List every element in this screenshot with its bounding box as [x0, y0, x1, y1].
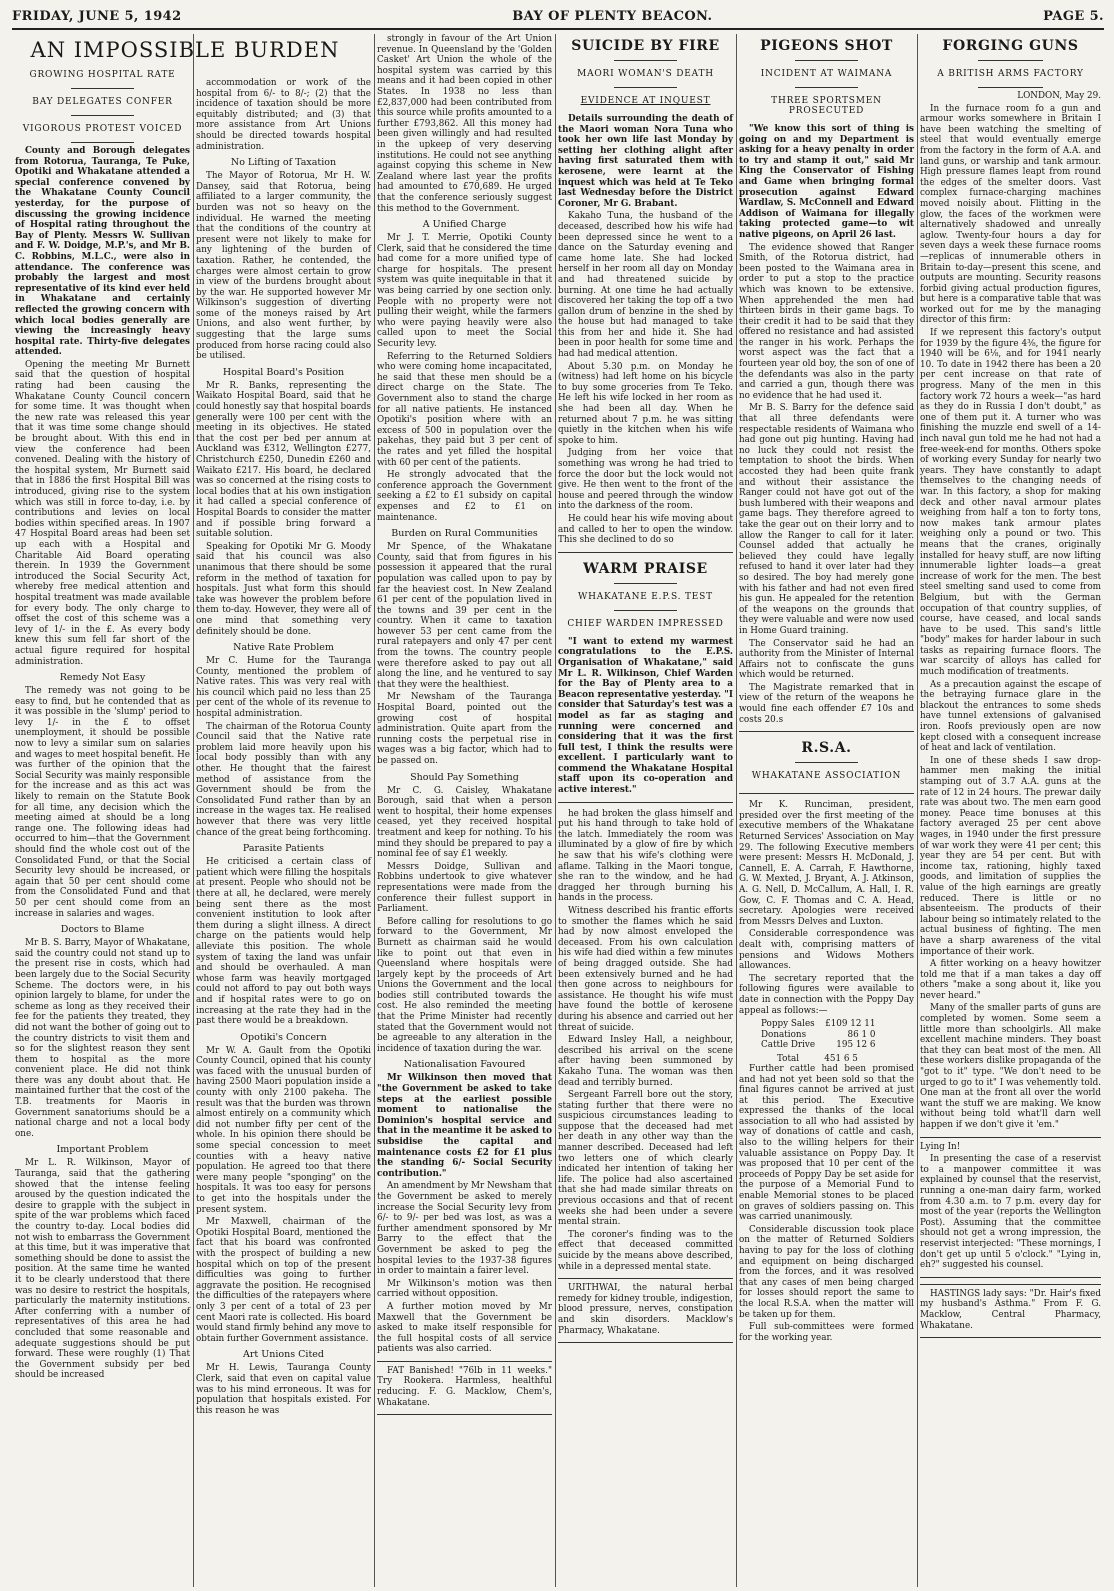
paragraph: Mr W. A. Gault from the Opotiki County Council, opined that his county was faced with the unusual burden of having 2500 Maori population inside a county with only 2100 pakeha. The result was that the burden was thrown almost entirely on a community which did not number fifty per cent of the whole. In his opinion there should be some special concession to meet counties with a heavy native population. He agreed too that there were many people "sponging" on the hospitals. It was too easy for persons to get into the hospitals under the present system.	[196, 1045, 371, 1215]
paragraph: Mr Maxwell, chairman of the Opotiki Hospital Board, mentioned the fact that his board was confronted with the prospect of building a new hospital which on top of the present difficulties was going to further aggravate the position. He recognised the difficulties of the ratepayers where only 3 per cent of a total of 23 per cent Maori rate is collected. His board would stand firmly behind any move to obtain further Government assistance.	[196, 1217, 371, 1344]
paragraph: He criticised a certain class of patient which were filling the hospitals at present. People who should not be there at all, he declared, were merely being sent there as the most convenient institution to look after them during a slight illness. A direct charge on the patients would help alleviate this position. The whole system of taxing the land was unfair and should be overhauled. A man whose farm was heavily mortgaged could not afford to pay out both ways and if hospital rates were to go on increasing at the rate they had in the past there would be a breakdown.	[196, 857, 371, 1027]
table-row	[761, 1040, 880, 1051]
paragraph: Witness described his frantic efforts to smother the flames which he said had by now almost enveloped the deceased. From his own calculation his wife had died within a few minutes of being dragged outside. She had been extensively burned and he had then gone across to neighbours for assistance. He thought his wife must have found the bottle of kerosene during his absence and carried out her threat of suicide.	[558, 906, 733, 1033]
paragraph: A fitter working on a heavy howitzer told me that if a man takes a day off others "make a song about it, like you never heard."	[920, 959, 1101, 1001]
subheading: Native Rate Problem	[233, 642, 334, 654]
paragraph: Edward Insley Hall, a neighbour, described his arrival on the scene after having been summoned by Kakaho Tuna. The woman was then dead and terribly burned.	[558, 1035, 733, 1088]
paragraph: In the furnace room fo a gun and armour works somewhere in Britain I have been watching the smelting of steel that would eventually emerge from the factory in the form of A.A. and land guns, or warship and tank armour. High pressure flames leapt from round the edges of the smelter doors. Vast complex furnace-charging machines moved noisily about. Flitting in the glow, the faces of the workmen were alternatively shadowed and unreally aglow. Twenty-four hours a day for seven days a week these furnace rooms—replicas of innumerable others in Britain to-day—present this scene, and outputs are mounting. Security reasons forbid giving actual production figures, but here is a comparative table that was worked out for me by the managing director of this firm:	[920, 103, 1101, 326]
paragraph: Judging from her voice that something was wrong he had tried to force the door but the lock would not give. He then went to the front of the house and peered through the window into the darkness of the room.	[558, 448, 733, 512]
divider	[614, 583, 677, 584]
lead-paragraph: County and Borough delegates from Rotorua, Tauranga, Te Puke, Opotiki and Whakatane attended a special conference convened by the Whakatane County Council yesterday, for the purpose of discussing the growing incidence of Hospital rating throughout the Bay of Plenty. Messrs W. Sullivan and F. W. Doidge, M.P.'s, and Mr B. C. Robbins, M.L.C., were also in attendance. The conference was probably the largest and most representative of its kind ever held in Whakatane and certainly reflected the growing concern with which local bodies generally are viewing the increasingly heavy hospital rate. Thirty-five delegates attended.	[15, 146, 190, 358]
ad-text: HASTINGS lady says: "Dr. Hair's fixed my husband's Asthma." From F. G. Macklow, Central Pharmacy, Whakatane.	[920, 1288, 1101, 1331]
paragraph: Mr B. S. Barry for the defence said that all three defendants were respectable residents of Waimana who had gone out pig hunting. Having had no luck they could not resist the temptation to shoot the birds. When accosted they had been quite frank and without their assistance the Ranger could not have got out of the bush lumbered with their weapons and game bags. They therefore agreed to take the gear out on their lorry and to allow the Ranger to call for it later. Counsel added that actually he believed they could have legally refused to hand it over later had they so desired. The boy had merely gone with his father and had not even fired his gun. He appealed for the retention of the weapons on the grounds that they were valuable and were now used in Home Guard training.	[739, 403, 914, 636]
deck: PROSECUTED	[788, 106, 865, 116]
paragraph: Mr Spence, of the Whakatane County, said that from figures in his possession it appeared that the rural population was called upon to pay by far the heaviest cost. In New Zealand 61 per cent of the population lived in the towns and 39 per cent in the country. When it came to taxation however 53 per cent came from the rural ratepayers and only 47 per cent from the towns. The country people were therefore asked to pay out all along the line, and he ventured to say that they were the healthiest.	[377, 542, 552, 690]
paragraph: As a precaution against the escape of the betraying furnace glare in the blackout the entrances to some sheds have tunnel extensions of galvanised iron. Roofs previously open are now kept closed with a consequent increase of heat and lack of ventilation.	[920, 679, 1101, 754]
masthead	[12, 6, 1104, 26]
paragraph: Mr C. Hume for the Tauranga County, mentioned the problem of Native rates. This was very real with his council which paid no less than 25 per cent of the whole of its revenue to hospital administration.	[196, 656, 371, 720]
paragraph: Mr Wilkinson then moved that "the Government be asked to take steps at the earliest possible moment to nationalise the Dominion's hospital service and that in the meantime it be asked to subsidise the capital and maintenance costs £2 for £1 plus the standing 6/- Social Security contribution."	[377, 1073, 552, 1179]
paragraph: The Conservator said he had an authority from the Minister of Internal Affairs not to confiscate the guns which would be returned.	[739, 638, 914, 681]
divider	[71, 115, 134, 116]
article-forging-guns	[917, 34, 1104, 1587]
table-row	[761, 1019, 880, 1030]
total-amount: 451 6 5	[824, 1053, 858, 1064]
divider	[614, 87, 677, 88]
divider	[71, 88, 134, 89]
paragraph: Speaking for Opotiki Mr G. Moody said that his council was also unanimous that there should be some reform in the method of taxation for hospitals. Just what form this should take was however the problem before them to-day. However, they were all of one mind that something very definitely should be done.	[196, 541, 371, 637]
subheading: Opotiki's Concern	[240, 1031, 327, 1043]
paragraph: The remedy was not going to be easy to find, but he contended that as it was possible in the 'slump' period to levy 1/- in the £ to offset unemployment, it should be possible now to levy a similar sum on salaries and wages to meet hospital benefit. He was further of the opinion that the Social Security was mainly responsible for the increase and as this act was likely to remain on the Statute Book for all time, any decision which the meeting aimed at should be a long range one. The following ideas had occurred to him—that the Government should find the whole cost out of the Consolidated Fund, or that the Social Security levy should be increased, or again that 50 per cent should come from the Consolidated Fund and that 50 per cent should come from an increase in salaries and wages.	[15, 686, 190, 919]
dateline: LONDON, May 29.	[1017, 91, 1101, 101]
article-suicide-by-fire	[555, 34, 736, 1587]
divider	[978, 87, 1043, 88]
divider	[978, 60, 1043, 61]
deck: A BRITISH ARMS FACTORY	[937, 69, 1084, 79]
paragraph: Considerable discussion took place on the matter of Returned Soldiers having to pay for the loss of clothing and equipment on being discharged from the forces, and it was resolved that any cases of men being charged for losses should report the same to the local R.S.A. when the matter will be taken up for them.	[739, 1224, 914, 1320]
deck: WHAKATANE E.P.S. TEST	[578, 591, 713, 602]
lead-paragraph: Details surrounding the death of the Maori woman Nora Tuna who took her own life last Monday by setting her clothing alight after having first saturated them with kerosene, were learnt at the inquest which was held at Te Teko last Wednesday before the District Coroner, Mr G. Brabant.	[558, 114, 733, 209]
paragraph: Mr R. Banks, representing the Waikato Hospital Board, said that he could honestly say that hospital boards generally were 100 per cent with the meeting in its objectives. He stated that the cost per bed per annum at Auckland was £312, Wellington £277, Christchurch £250, Dunedin £260 and Waikato £217. His board, he declared was so concerned at the rising costs to local bodies that at his own instigation it had called a special conference of Hospital Boards to consider the matter and if possible bring forward a suitable solution.	[196, 380, 371, 540]
deck: INCIDENT AT WAIMANA	[760, 69, 893, 79]
divider	[795, 60, 858, 61]
paragraph: accommodation or work of the hospital from 6/- to 8/-; (2) that the incidence of taxation should be more equitably distributed; and (3) that more assistance from Art Unions should be directed towards hospital administration.	[196, 78, 371, 152]
article-continuation-2	[374, 34, 555, 1587]
paragraph: Before calling for resolutions to go forward to the Government, Mr Burnett as chairman said he would like to point out that even in Queensland where hospitals were largely kept by the proceeds of Art Unions the Government and the local bodies still contributed towards the cost. He also reminded the meeting that the Prime Minister had recently stated that the Government would not be agreeable to any alteration in the incidence of taxation during the war.	[377, 916, 552, 1054]
headline: WARM PRAISE	[583, 560, 708, 577]
figures-total	[777, 1054, 914, 1064]
headline: FORGING GUNS	[942, 38, 1079, 54]
lead-paragraph: "We know this sort of thing is going on and my Department is asking for a heavy penalty in order to try and stamp it out," said Mr King the Conservator of Fishing and Game when bringing formal prosecution against Edward Wardlaw, S. McConnell and Edward Addison of Waimana for illegally taking protected game—to wit native pigeons, on April 26 last.	[739, 124, 914, 240]
article-pigeons-shot	[736, 34, 917, 1587]
paragraph: About 5.30 p.m. on Monday he (witness) had left home on his bicycle to buy some groceries from Te Teko. He left his wife locked in her room as she had been all day. When he returned about 7 p.m. he was sitting quietly in the kitchen when his wife spoke to him.	[558, 361, 733, 446]
paragraph: Full sub-committees were formed for the working year.	[739, 1322, 914, 1343]
paragraph: In one of these sheds I saw drop-hammer men making the initial stamping out of 3.7 A.A. guns at the rate of 12 in 24 hours. The prewar daily rate was about two. The men earn good money. Peace time bonuses at this factory averaged 25 per cent above wages, in 1940 under the first pressure of war work they were 41 per cent; this year they are 54 per cent. But with income tax, rationing, highly taxed goods, and limitation of supplies the value of the high earnings are greatly reduced. There is little or no absenteeism. The products of their labour being so intimately related to the actual business of fighting. The men have a sharp awareness of the vital importance of their work.	[920, 755, 1101, 957]
figure-amount: 195 12 6	[836, 1040, 876, 1051]
subheading: Hospital Board's Position	[222, 366, 345, 378]
masthead-rule	[12, 28, 1104, 30]
subheading: Lying In!	[920, 1141, 961, 1152]
paragraph: Sergeant Farrell bore out the story, stating further that there were no suspicious circumstances leading to suppose that the deceased had met her death in any other way than the manner described. Deceased had left two letters one of which clearly indicated her intention of taking her life. The police had also ascertained that she had made similar threats on previous occasions and that of recent weeks she had been under a severe mental strain.	[558, 1090, 733, 1228]
figure-amount: £109 12 11	[825, 1019, 876, 1030]
headline: SUICIDE BY FIRE	[571, 38, 720, 54]
ad-text: FAT Banished! "76lb in 11 weeks." Try Rookera. Harmless, healthful reducing. F. G. Macklow, Chem's, Whakatane.	[377, 1365, 552, 1408]
paragraph: Considerable correspondence was dealt with, comprising matters of pensions and Widows Mothers allowances.	[739, 929, 914, 972]
divider	[795, 762, 858, 763]
subheading: Important Problem	[56, 1144, 149, 1156]
subheading: Parasite Patients	[242, 843, 325, 855]
paragraph: In presenting the case of a reservist to a manpower committee it was explained by counsel that the reservist, running a one-man dairy farm, worked from 4.30 a.m. to 7 p.m. every day for most of the year (reports the Wellington Post). Assuming that the committee should not get a wrong impression, the reservist interjected: "These mornings, I don't get up until 5 o'clock." "Lying in, eh?" suggested his counsel.	[920, 1154, 1101, 1271]
paragraph: An amendment by Mr Newsham that the Government be asked to merely increase the Social Security levy from 6/- to 9/- per bed was lost, as was a further amendment sponsored by Mr Barry to the effect that the Government be asked to peg the hospital levies to the 1937-38 figures in order to maintain a fairer level.	[377, 1181, 552, 1277]
article-rsa	[739, 731, 914, 794]
article-continuation	[193, 78, 374, 1587]
divider	[795, 87, 858, 88]
paragraph: Messrs Doidge, Sullivan and Robbins undertook to give whatever representations were made from the conference their fullest support in Parliament.	[377, 861, 552, 915]
paragraph: he had broken the glass himself and put his hand through to take hold of the latch. Immediately the room was illuminated by a glow of fire by which he saw that his wife's clothing were aflame. Talking in the Maori tongue, she ran to the window, and he had dragged her through burning his hands in the process.	[558, 808, 733, 904]
lead-paragraph: "I want to extend my warmest congratulations to the E.P.S. Organisation of Whakatane," said Mr L. R. Wilkinson, Chief Warden for the Bay of Plenty area to a Beacon representative yesterday. "I consider that Saturday's test was a model as far as staging and running were concerned and considering that it was the first full test, I think the results were excellent. I particularly want to commend the Whakatane Hospital staff upon its co-operation and active interest."	[558, 636, 733, 796]
columns	[12, 34, 1104, 1587]
deck: CHIEF WARDEN IMPRESSED	[567, 618, 724, 629]
paragraph: Mr Wilkinson's motion was then carried without opposition.	[377, 1278, 552, 1300]
deck: GROWING HOSPITAL RATE	[29, 70, 176, 80]
deck: MAORI WOMAN'S DEATH	[577, 69, 714, 79]
subheading: Burden on Rural Communities	[391, 528, 538, 540]
subheading: A Unified Charge	[422, 219, 507, 231]
paragraph: A further motion moved by Mr Maxwell that the Government be asked to make itself responsible for the full hospital costs of all service patients was also carried.	[377, 1301, 552, 1355]
subheading: Art Unions Cited	[243, 1349, 324, 1361]
headline: PIGEONS SHOT	[760, 38, 893, 54]
paragraph: He strongly advocated that the conference approach the Government seeking a £2 to £1 subsidy on capital expenses and £2 to £1 on maintenance.	[377, 470, 552, 523]
paragraph: Mr C. G. Caisley, Whakatane Borough, said that when a person went to hospital, their home expenses ceased, yet they received hospital treatment and keep for nothing. To his mind they should be prepared to pay a nominal fee of say £1 weekly.	[377, 785, 552, 860]
paragraph: Many of the smaller parts of guns are completed by women. Some seem a little more than schoolgirls. All make excellent machine minders. They boast that they can beat most of the men. All these workers dislike propaganda of the "got to it" type. "We don't need to be urged to go to it" I was vehemently told. One man at the front all over the world want the stuff we are making. We know without being told what'll darn well happen if we don't give it 'em."	[920, 1003, 1101, 1130]
poppy-day-figures	[761, 1019, 880, 1051]
paragraph: Mr H. Lewis, Tauranga County Clerk, said that even on capital value was to his mind erroneous. It was for population that hospitals existed. For this reason he was	[196, 1363, 371, 1416]
subheading: Doctors to Blame	[60, 924, 145, 936]
paragraph: Kakaho Tuna, the husband of the deceased, described how his wife had been depressed since he went to a dance on the Saturday evening and came home late. She had locked herself in her room all day on Monday and had threatened suicide by burning. At one time he had actually discovered her taking the top off a two gallon drum of benzine in the shed by the house but had managed to take this from her and hide it. She had been in poor health for some time and had had medical attention.	[558, 211, 733, 360]
advertisement	[558, 1278, 733, 1343]
paragraph: The Mayor of Rotorua, Mr H. W. Dansey, said that Rotorua, being affiliated to a larger community, the burden was not so heavy on the individual. He warned the meeting that the conditions of the country at present were not likely to make for any lightening of the burden of taxation. Rather, he contended, the charges were almost certain to grow in view of the burdens brought about by the war. He supported however Mr Wilkinson's suggestion of diverting some of the moneys raised by Art Unions, and also went further, by suggesting that the large sums produced from horse racing could also be utilised.	[196, 171, 371, 362]
paragraph: Mr B. S. Barry, Mayor of Whakatane, said the country could not stand up to the present rise in costs, which had been largely due to the Social Security Scheme. The doctors were, in his opinion largely to blame, for under the scheme as long as they received their fee for the patients they treated, they did not want the bother of going out to the country districts to visit them and so for the slightest reason they sent them to hospital as the more convenient place. He did not think there was any doubt about that. He maintained further that the cost of the T.B. treatments for Maoris in Government sanatoriums should be a national charge and not a local body one.	[15, 938, 190, 1139]
headline: AN IMPOSSIBLE BURDEN	[30, 38, 340, 62]
figure-label: Poppy Sales	[761, 1019, 815, 1030]
deck: EVIDENCE AT INQUEST	[580, 96, 711, 106]
subheading: Nationalisation Favoured	[403, 1059, 526, 1071]
subheading: Remedy Not Easy	[59, 672, 146, 684]
divider	[614, 610, 677, 611]
deck: WHAKATANE ASSOCIATION	[751, 771, 902, 782]
article-warm-praise	[558, 552, 733, 803]
subheading: No Lifting of Taxation	[230, 157, 337, 169]
paragraph: Mr L. R. Wilkinson, Mayor of Tauranga, said that the gathering showed that the intense feeling aroused by the question indicated the desire to grapple with the subject in spite of the war problems which faced the country to-day. Local bodies did not wish to embarrass the Government at this time, but it was imperative that something should be done to assist the position. At the same time he wanted it to be clearly understood that there was no desire to restrict the hospitals, particularly the maternity institutions. After conferring with a number of representatives of this area he had concluded that some reasonable and adequate suggestions should be put forward. These were roughly (1) That the Government subsidy per bed should be increased	[15, 1158, 190, 1381]
paragraph: The coroner's finding was to the effect that deceased committed suicide by the means above described, while in a depressed mental state.	[558, 1229, 733, 1272]
deck: VIGOROUS PROTEST VOICED	[22, 124, 183, 134]
paragraph: Opening the meeting Mr Burnett said that the question of hospital rating had been causing the Whakatane County Council concern for some time. It was thought when the new rate was released this year that it was time some change should be brought about. With this end in view the conference had been convened. Dealing with the history of the hospital system, Mr Burnett said that in 1886 the first Hospital Bill was introduced, giving rise to the system which was still in force to-day, i.e. by contributions and levies on local bodies within specified areas. In 1907 47 Hospital Board areas had been set up each with a Hospital and Charitable Aid Board operating therein. In 1939 the Government introduced the Social Security Act, whereby free medical attention and hospital treatment was made available for every body. The only charge to offset the cost of this scheme was a levy of 1/- in the £. As every body knew this sum fell far short of the actual figure required for hospital administration.	[15, 359, 190, 667]
advertisement	[920, 1284, 1101, 1338]
headline: R.S.A.	[801, 740, 852, 757]
paragraph: The Magistrate remarked that in view of the return of the weapons he would fine each offender £7 10s and costs 20.s	[739, 682, 914, 725]
total-label: Total	[777, 1053, 800, 1064]
paragraph: strongly in favour of the Art Union revenue. In Queensland by the 'Golden Casket' Art Union the whole of the hospital system was carried by this means and it had been copied in other States. In 1938 no less than £2,837,000 had been contributed from this source while profits amounted to a further £793,862. All this money had been given willingly and had resulted in the upkeep of very deserving institutions. He could not see anything against copying this scheme in New Zealand where last year the profits had amounted to £70,689. He urged that the conference seriously suggest this method to the Government.	[377, 34, 552, 214]
figure-label: Cattle Drive	[761, 1040, 816, 1051]
paragraph: The chairman of the Rotorua County Council said that the Native rate problem laid more heavily upon his local body possibly than with any other. He thought that the fairest method of assistance from the Government should be from the Consolidated Fund rather than by an increase in the wages tax. He realised however that there was very little chance of the great being forthcoming.	[196, 721, 371, 838]
article-lying-in	[920, 1137, 1101, 1278]
table-row	[761, 1030, 880, 1041]
paragraph: Mr K. Runciman, president, presided over the first meeting of the executive members of the Whakatane Returned Services' Association on May 29. The following Executive members were present: Messrs H. McDonald, J. Cannell, E. A. Carrah, F. Hawthorne, G. W. Mexted, J. Bryant, A. J. Atkinson, A. G. Nell, D. McCallum, A. Hall, I. R. Gow, C. F. Thomas and C. A. Head, secretary. Apologies were received from Messrs Delves and Luxton.	[739, 800, 914, 927]
figure-amount: 86 1 0	[847, 1029, 876, 1040]
deck: THREE SPORTSMEN	[771, 96, 882, 106]
paragraph: Mr J. T. Merrie, Opotiki County Clerk, said that he considered the time had come for a more unified type of charge for hospitals. The present system was quite inequitable in that it was being carried by one section only. People with no property were not pulling their weight, while the farmers who were paying heavily were also called upon to meet the Social Security levy.	[377, 233, 552, 350]
page-number: PAGE 5.	[1043, 8, 1104, 24]
deck: BAY DELEGATES CONFER	[32, 97, 173, 107]
paragraph: Mr Newsham of the Tauranga Hospital Board, pointed out the growing cost of hospital administration. Quite apart from the running costs the perpetual rise in wages was a big factor, which had to be passed on.	[377, 692, 552, 766]
paragraph: The evidence showed that Ranger Smith, of the Rotorua district, had been posted to the Waimana area in order to put a stop to the practice which was known to be extensive. When apprehended the men had thirteen birds in their game bags. To their credit it had to be said that they offered no resistance and had assisted the ranger in his work. Perhaps the worst aspect was the fact that a fourteen year old boy, the son of one of the defendants was also in the party and carried a gun, though there was no evidence that he had used it.	[739, 242, 914, 401]
paragraph: The secretary reported that the following figures were available to date in connection with the Poppy Day appeal as follows:—	[739, 973, 914, 1016]
paragraph: Further cattle had been promised and had not yet been sold so that the final figures cannot be arrived at just at this period. The Executive expressed the thanks of the local association to all who had assisted by way of donations of cattle and cash, also to the willing helpers for their valuable assistance on Poppy Day. It was proposed that 10 per cent of the proceeds of Poppy Day be set aside for the purpose of a Memorial Fund to enable Memorial stones to be placed on graves of soldiers passing on. This was carried unanimously.	[739, 1063, 914, 1223]
paragraph: He could hear his wife moving about and called to her to open the window. This she declined to do so	[558, 513, 733, 546]
divider	[71, 142, 134, 143]
paper-name: BAY OF PLENTY BEACON.	[512, 8, 713, 24]
divider	[614, 60, 677, 61]
advertisement	[377, 1361, 552, 1415]
issue-date: FRIDAY, JUNE 5, 1942	[12, 8, 182, 24]
ad-text: URITHWAI, the natural herbal remedy for kidney trouble, indigestion, blood pressure, nerves, constipation and skin disorders. Macklow's Pharmacy, Whakatane.	[558, 1283, 733, 1336]
figure-label: Donations	[761, 1029, 807, 1040]
subheading: Should Pay Something	[410, 771, 519, 783]
paragraph: If we represent this factory's output for 1939 by the figure 4⅜, the figure for 1940 will be 6⅛, and for 1941 nearly 10. To date in 1942 there has been a 20 per cent increase on that rate of progress. Many of the men in this factory work 72 hours a week—"as hard as they do in Russia I don't doubt," as one of them put it. A turner who was finishing the muzzle end swell of a 14-inch naval gun told me he had not had a free-week-end for months. Others spoke of working every Sunday for nearly two years. They have constantly to adapt themselves to the changing needs of war. In this factory, a shop for making deck and other naval armour plates weighing from half a ton to forty tons, now makes tank armour plates weighing only a pound or two. This means that the cranes, originally installed for heavy stuff, are now lifting innumerable lighter loads—a great increase of work for the men. The best steel smelting sand used to come from Belgium, but with the German occupation of that country supplies, of course, have ceased, and local sands have to be used. This sand's little "body" makes for harder labour in such tasks as repairing furnace floors. The war scarcity of alloys has called for much modification of treatments.	[920, 328, 1101, 678]
paragraph: Referring to the Returned Soldiers who were coming home incapacitated, he said that these men should be a direct charge on the State. The Government also to stand the charge for all native patients. He instanced Opotiki's position where with an excess of 500 in population over the pakehas, they paid but 3 per cent of the rates and yet filled the hospital with 60 per cent of the patients.	[377, 351, 552, 468]
